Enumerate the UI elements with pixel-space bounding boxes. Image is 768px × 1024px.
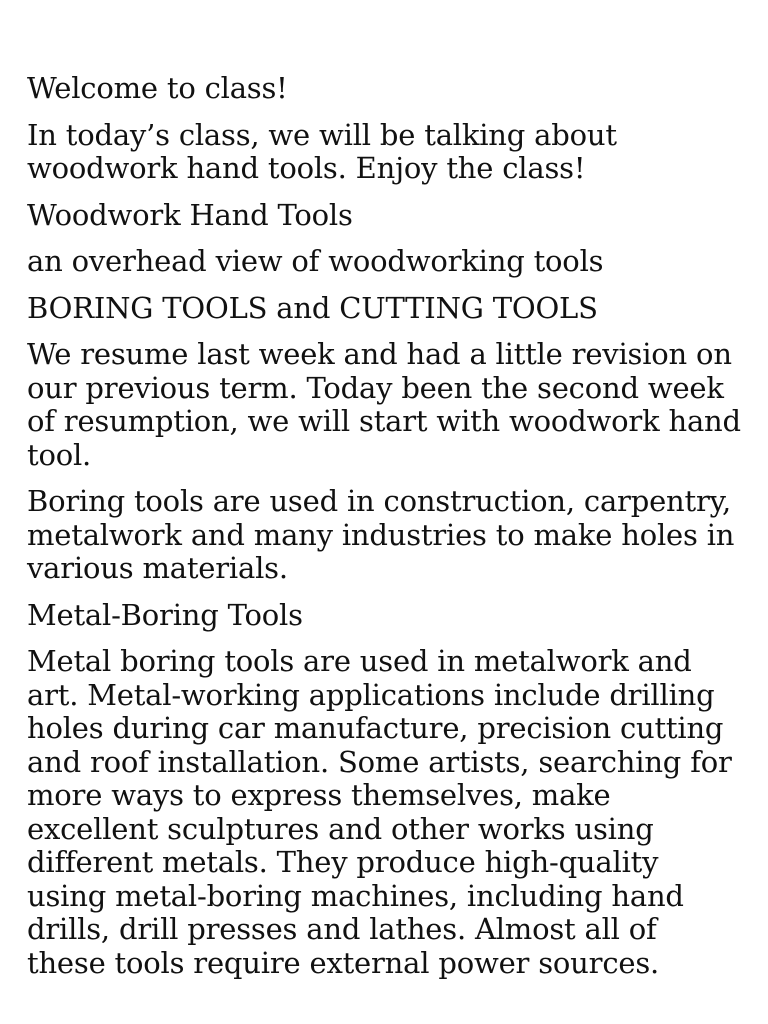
metal-boring-paragraph: Metal boring tools are used in metalwork and art. Metal-working applications include drilling holes during car manufacture, precision cutting and roof installation. Some artists, searching for more ways to express themselves, make excellent sculptures and other works using different metals. They produce high-quality using metal-boring machines, including hand drills, drill presses and lathes. Almost all of these tools require external power sources. — [27, 644, 732, 980]
intro-paragraph: In today’s class, we will be talking about woodwork hand tools. Enjoy the class! — [27, 117, 617, 185]
image-caption: an overhead view of woodworking tools — [27, 244, 604, 278]
document-body — [27, 72, 742, 993]
topic-title: Woodwork Hand Tools — [27, 197, 353, 232]
section-heading: BORING TOOLS and CUTTING TOOLS — [27, 290, 598, 325]
welcome-text: Welcome to class! — [27, 71, 288, 105]
boring-tools-paragraph: Boring tools are used in construction, carpentry, metalwork and many industries to make holes in various materials. — [27, 484, 735, 585]
subsection-heading: Metal-Boring Tools — [27, 597, 303, 632]
resumption-paragraph: We resume last week and had a little revision on our previous term. Today been the second week of resumption, we will start with woodwork hand tool. — [27, 337, 741, 472]
